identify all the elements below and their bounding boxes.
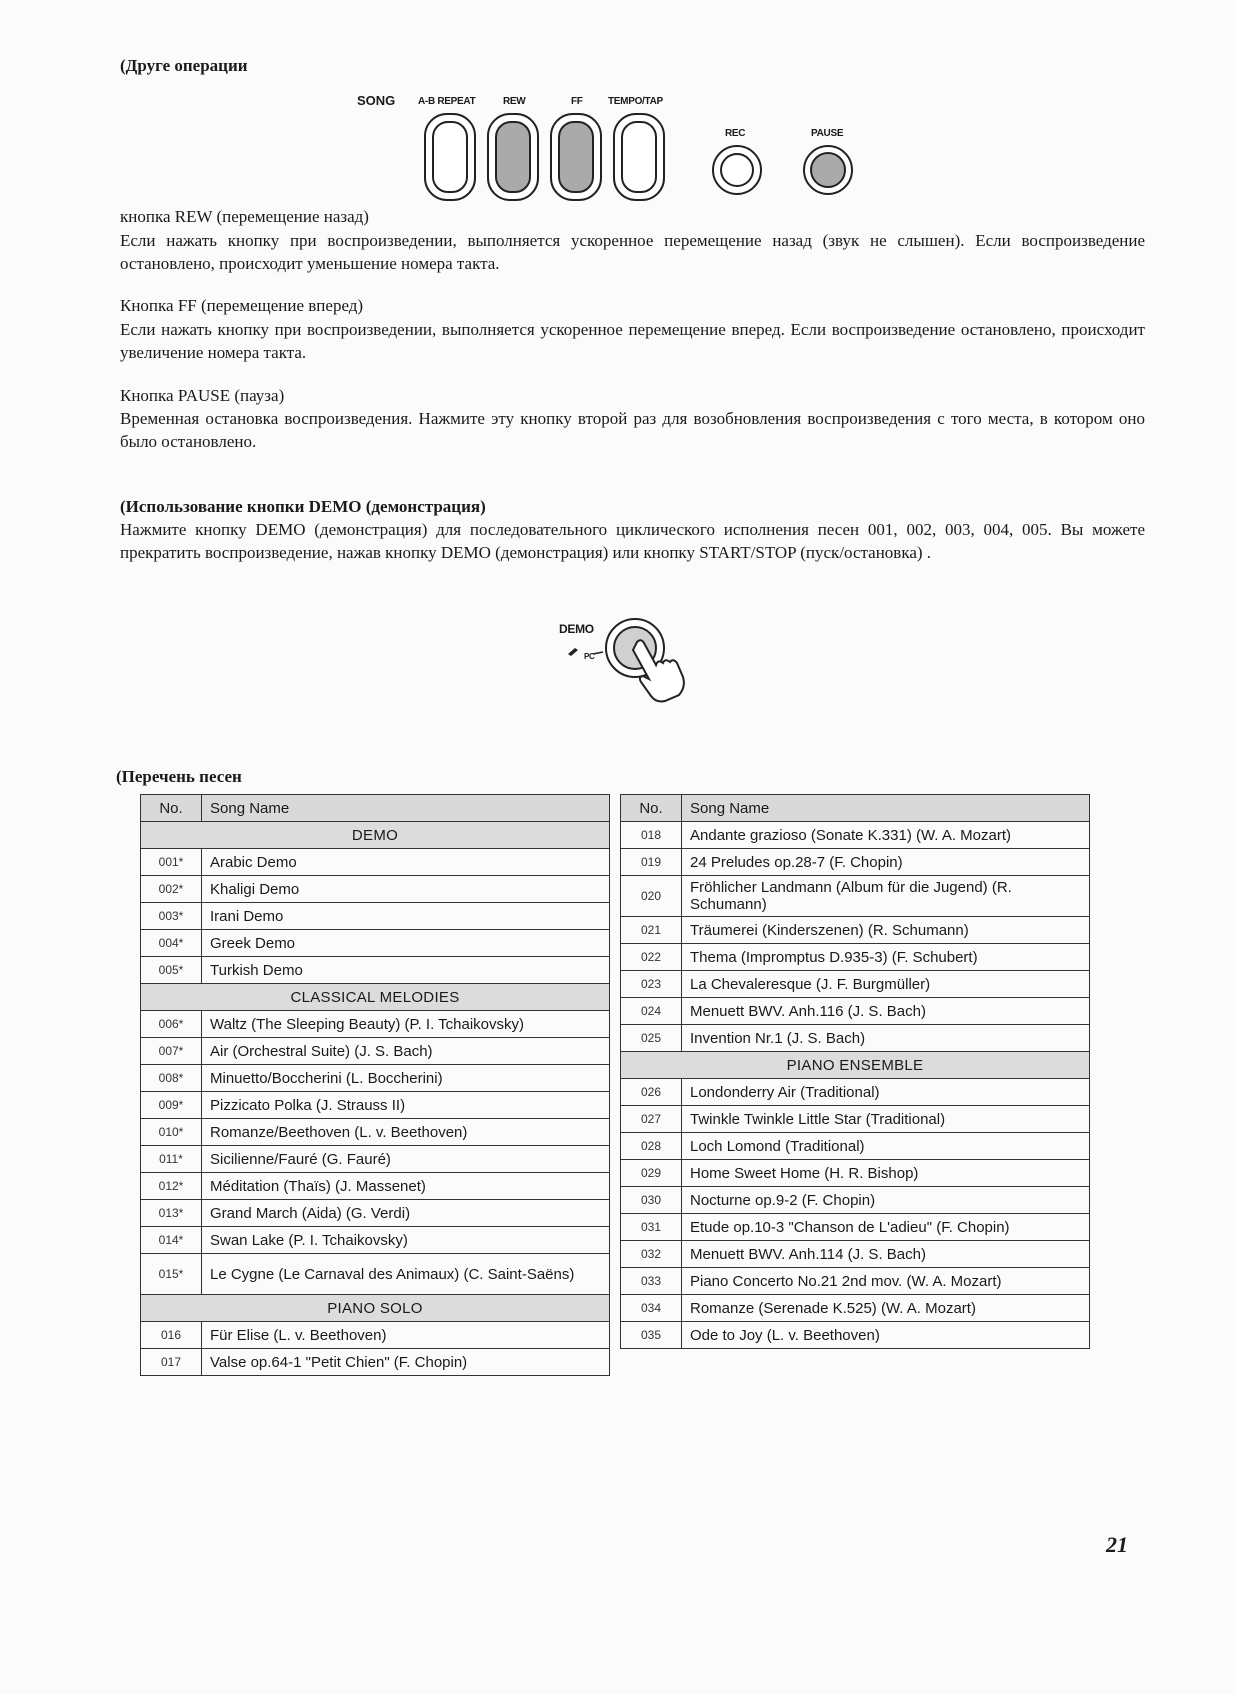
category-label: PIANO ENSEMBLE [621, 1052, 1090, 1079]
category-row [621, 1052, 1090, 1079]
table-row [621, 876, 1090, 917]
table-row [141, 876, 610, 903]
song-number: 032 [621, 1241, 682, 1268]
song-number: 006* [141, 1011, 202, 1038]
song-number: 025 [621, 1025, 682, 1052]
song-number: 009* [141, 1092, 202, 1119]
demo-text: Нажмите кнопку DEMO (демонстрация) для последовательного циклического исполнения песен 001, 002, 003, 004, 005. Вы можете прекратить воспроизведение, нажав кнопку DEMO (демонстрация) или кнопку START/STOP (пуск/остановка) . [120, 520, 1145, 562]
song-number: 014* [141, 1227, 202, 1254]
table-row [141, 1349, 610, 1376]
song-name: Twinkle Twinkle Little Star (Traditional) [682, 1106, 1090, 1133]
table-row [621, 971, 1090, 998]
song-number: 001* [141, 849, 202, 876]
song-number: 011* [141, 1146, 202, 1173]
song-name: Méditation (Thaïs) (J. Massenet) [202, 1173, 610, 1200]
header-song-name: Song Name [682, 795, 1090, 822]
song-number: 023 [621, 971, 682, 998]
song-name: Piano Concerto No.21 2nd mov. (W. A. Mozart) [682, 1268, 1090, 1295]
category-row [141, 1295, 610, 1322]
table-row [141, 930, 610, 957]
song-name: Menuett BWV. Anh.114 (J. S. Bach) [682, 1241, 1090, 1268]
song-name: Etude op.10-3 "Chanson de L'adieu" (F. Chopin) [682, 1214, 1090, 1241]
table-row [621, 1079, 1090, 1106]
song-name: Minuetto/Boccherini (L. Boccherini) [202, 1065, 610, 1092]
song-number: 015* [141, 1254, 202, 1295]
song-number: 007* [141, 1038, 202, 1065]
song-number: 020 [621, 876, 682, 917]
table-row [141, 849, 610, 876]
table-row [621, 1106, 1090, 1133]
song-number: 035 [621, 1322, 682, 1349]
table-row [621, 944, 1090, 971]
song-table-right [620, 794, 1090, 1349]
song-name: Turkish Demo [202, 957, 610, 984]
header-song-name: Song Name [202, 795, 610, 822]
table-row [141, 1146, 610, 1173]
song-name: Air (Orchestral Suite) (J. S. Bach) [202, 1038, 610, 1065]
song-name: Khaligi Demo [202, 876, 610, 903]
song-number: 008* [141, 1065, 202, 1092]
table-row [141, 1322, 610, 1349]
song-name: Greek Demo [202, 930, 610, 957]
pc-label: PC [584, 652, 595, 661]
table-row [141, 1119, 610, 1146]
song-number: 018 [621, 822, 682, 849]
table-row [621, 1133, 1090, 1160]
song-name: Nocturne op.9-2 (F. Chopin) [682, 1187, 1090, 1214]
pause-title: Кнопка PAUSE (пауза) [120, 386, 285, 405]
song-name: Sicilienne/Fauré (G. Fauré) [202, 1146, 610, 1173]
song-number: 034 [621, 1295, 682, 1322]
table-row [141, 1092, 610, 1119]
table-row [141, 1227, 610, 1254]
table-row [141, 1065, 610, 1092]
section-title-demo: (Использование кнопки DEMO (демонстрация) [120, 497, 486, 516]
demo-button-drawing [555, 610, 715, 720]
ff-title: Кнопка FF (перемещение вперед) [120, 296, 364, 315]
song-number: 031 [621, 1214, 682, 1241]
rew-title: кнопка REW (перемещение назад) [120, 207, 369, 226]
rec-label: REC [725, 128, 746, 139]
song-label: SONG [357, 93, 396, 108]
song-number: 004* [141, 930, 202, 957]
song-number: 026 [621, 1079, 682, 1106]
song-number: 030 [621, 1187, 682, 1214]
table-row [141, 1173, 610, 1200]
table-row [621, 849, 1090, 876]
song-name: Home Sweet Home (H. R. Bishop) [682, 1160, 1090, 1187]
song-name: Valse op.64-1 "Petit Chien" (F. Chopin) [202, 1349, 610, 1376]
rew-label: REW [503, 96, 526, 107]
table-row [141, 1011, 610, 1038]
song-name: Andante grazioso (Sonate K.331) (W. A. Mozart) [682, 822, 1090, 849]
song-number: 010* [141, 1119, 202, 1146]
song-number: 029 [621, 1160, 682, 1187]
demo-button-illustration [555, 610, 715, 720]
song-table-left [140, 794, 610, 1376]
song-name: Waltz (The Sleeping Beauty) (P. I. Tchaikovsky) [202, 1011, 610, 1038]
song-number: 017 [141, 1349, 202, 1376]
table-row [621, 1214, 1090, 1241]
song-name: Londonderry Air (Traditional) [682, 1079, 1090, 1106]
song-name: La Chevaleresque (J. F. Burgmüller) [682, 971, 1090, 998]
song-number: 005* [141, 957, 202, 984]
song-name: Swan Lake (P. I. Tchaikovsky) [202, 1227, 610, 1254]
song-name: Pizzicato Polka (J. Strauss II) [202, 1092, 610, 1119]
song-name: Grand March (Aida) (G. Verdi) [202, 1200, 610, 1227]
table-row [141, 1200, 610, 1227]
song-number: 012* [141, 1173, 202, 1200]
song-number: 024 [621, 998, 682, 1025]
table-row [621, 1187, 1090, 1214]
table-row [621, 917, 1090, 944]
song-name: Romanze (Serenade K.525) (W. A. Mozart) [682, 1295, 1090, 1322]
table-row [621, 1160, 1090, 1187]
pen-icon [568, 648, 578, 656]
song-number: 028 [621, 1133, 682, 1160]
header-no: No. [141, 795, 202, 822]
category-row [141, 822, 610, 849]
song-name: Invention Nr.1 (J. S. Bach) [682, 1025, 1090, 1052]
category-label: PIANO SOLO [141, 1295, 610, 1322]
song-number: 002* [141, 876, 202, 903]
table-row [141, 903, 610, 930]
song-number: 013* [141, 1200, 202, 1227]
song-number: 022 [621, 944, 682, 971]
song-number: 021 [621, 917, 682, 944]
table-row [141, 1038, 610, 1065]
table-row [141, 1254, 610, 1295]
category-label: DEMO [141, 822, 610, 849]
table-row [621, 1295, 1090, 1322]
song-name: Ode to Joy (L. v. Beethoven) [682, 1322, 1090, 1349]
table-row [621, 998, 1090, 1025]
rew-text: Если нажать кнопку при воспроизведении, выполняется ускоренное перемещение назад (звук не слышен). Если воспроизведение остановлено, происходит уменьшение номера такта. [120, 231, 1145, 273]
ff-label: FF [571, 96, 583, 107]
page-number: 21 [1106, 1532, 1128, 1557]
song-number: 027 [621, 1106, 682, 1133]
song-name: 24 Preludes op.28-7 (F. Chopin) [682, 849, 1090, 876]
song-name: Träumerei (Kinderszenen) (R. Schumann) [682, 917, 1090, 944]
section-title-songlist: (Перечень песен [116, 767, 242, 786]
table-header-row [621, 795, 1090, 822]
category-row [141, 984, 610, 1011]
header-no: No. [621, 795, 682, 822]
table-row [141, 957, 610, 984]
section-title-other-operations: (Друге операции [120, 56, 248, 75]
song-name: Arabic Demo [202, 849, 610, 876]
song-number: 019 [621, 849, 682, 876]
song-number: 016 [141, 1322, 202, 1349]
table-header-row [141, 795, 610, 822]
category-label: CLASSICAL MELODIES [141, 984, 610, 1011]
table-row [621, 1268, 1090, 1295]
panel-buttons-drawing [355, 90, 855, 205]
song-name: Romanze/Beethoven (L. v. Beethoven) [202, 1119, 610, 1146]
song-number: 003* [141, 903, 202, 930]
table-row [621, 1322, 1090, 1349]
tempo-tap-label: TEMPO/TAP [608, 96, 663, 107]
song-number: 033 [621, 1268, 682, 1295]
ab-repeat-label: A-B REPEAT [418, 96, 476, 107]
song-name: Menuett BWV. Anh.116 (J. S. Bach) [682, 998, 1090, 1025]
table-row [621, 822, 1090, 849]
song-name: Le Cygne (Le Carnaval des Animaux) (C. Saint-Saëns) [202, 1254, 610, 1295]
ff-text: Если нажать кнопку при воспроизведении, выполняется ускоренное перемещение вперед. Если воспроизведение остановлено, происходит увеличение номера такта. [120, 320, 1145, 362]
song-panel-illustration [355, 90, 855, 205]
table-row [621, 1025, 1090, 1052]
table-row [621, 1241, 1090, 1268]
song-name: Loch Lomond (Traditional) [682, 1133, 1090, 1160]
song-name: Irani Demo [202, 903, 610, 930]
song-name: Fröhlicher Landmann (Album für die Jugend) (R. Schumann) [682, 876, 1090, 917]
song-name: Für Elise (L. v. Beethoven) [202, 1322, 610, 1349]
song-name: Thema (Impromptus D.935-3) (F. Schubert) [682, 944, 1090, 971]
pause-text: Временная остановка воспроизведения. Нажмите эту кнопку второй раз для возобновления воспроизведения с того места, в котором оно было остановлено. [120, 409, 1145, 451]
demo-label: DEMO [559, 622, 594, 636]
pause-label: PAUSE [811, 128, 844, 139]
